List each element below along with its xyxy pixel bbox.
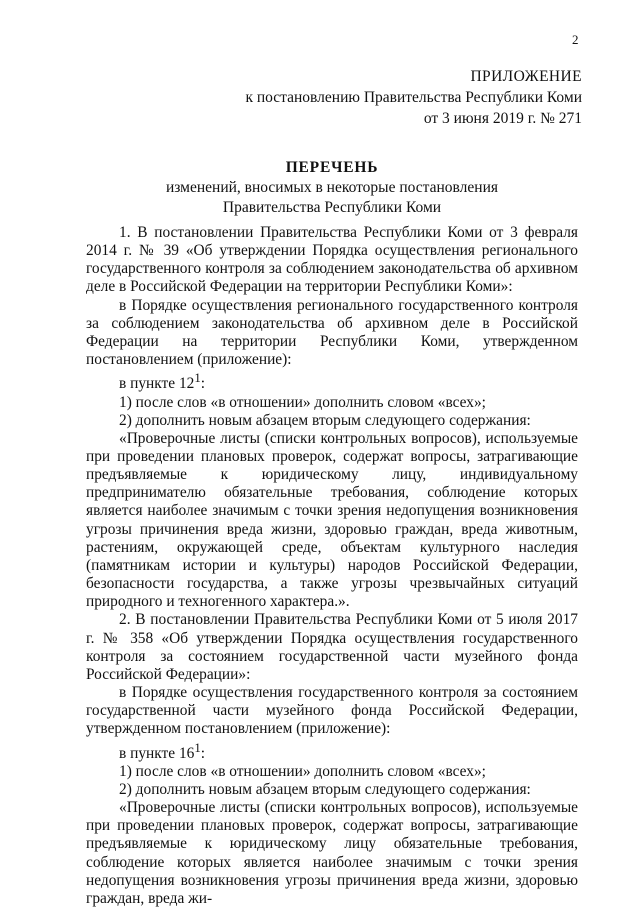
paragraph: 1) после слов «в отношении» дополнить словом «всех»; [119,393,486,411]
heading-line-1: изменений, вносимых в некоторые постановления [165,179,498,196]
appendix-line-decree: к постановлению Правительства Республики Коми [245,89,582,106]
appendix-title: ПРИЛОЖЕНИЕ [470,68,582,85]
appendix-line-date: от 3 июня 2019 г. № 271 [423,110,582,127]
heading-line-2: Правительства Республики Коми [222,199,442,216]
superscript: 1 [194,740,201,755]
paragraph: 1) после слов «в отношении» дополнить словом «всех»; [119,762,486,780]
paragraph: в пункте $12^1$: [119,371,206,393]
paragraph: «Проверочные листы (списки контрольных вопросов), используемые при проведении плановых проверок, содержат вопросы, затрагивающие предъявляемые к юридическому лицу обязательные требования, соблюдение которых является наиболее значимым с точки зрения недопущения возникновения угрозы причинения вреда жизни, здоровью граждан, вреда жи- [86,799,578,907]
document-body [86,224,578,908]
paragraph: 2) дополнить новым абзацем вторым следующего содержания: [119,780,531,798]
paragraph: в пункте $16^1$: [119,740,206,762]
superscript: 1 [194,371,201,386]
heading-title: ПЕРЕЧЕНЬ [285,159,379,176]
appendix-block [245,66,582,129]
paragraph: 2) дополнить новым абзацем вторым следующего содержания: [119,411,531,429]
paragraph: в Порядке осуществления регионального государственного контроля за соблюдением законодательства об архивном деле в Российской Федерации на территории Республики Коми, утвержденном постановлением (приложение): [86,296,578,369]
paragraph: 2. В постановлении Правительства Республики Коми от 5 июля 2017 г. № 358 «Об утверждении Порядка осуществления государственного контроля за состоянием государственной части музейного фонда Российской Федерации»: [86,611,578,683]
document-heading [86,158,578,218]
paragraph: 1. В постановлении Правительства Республики Коми от 3 февраля 2014 г. № 39 «Об утверждении Порядка осуществления регионального государственного контроля за соблюдением законодательства об архивном деле в Российской Федерации на территории Республики Коми»: [86,224,578,296]
page-number: 2 [572,32,579,47]
paragraph: «Проверочные листы (списки контрольных вопросов), используемые при проведении плановых проверок, содержат вопросы, затрагивающие предъявляемые к юридическому лицу, индивидуальному предпринимателю обязательные требования, соблюдение которых является наиболее значимым с точки зрения недопущения возникновения угрозы причинения вреда жизни, здоровью граждан, вреда животным, растениям, окружающей среде, объектам культурного наследия (памятникам истории и культуры) народов Российской Федерации, безопасности государства, а также угрозы чрезвычайных ситуаций природного и техногенного характера.». [86,429,578,611]
paragraph: в Порядке осуществления государственного контроля за состоянием государственной части музейного фонда Российской Федерации, утвержденном постановлением (приложение): [86,684,578,738]
